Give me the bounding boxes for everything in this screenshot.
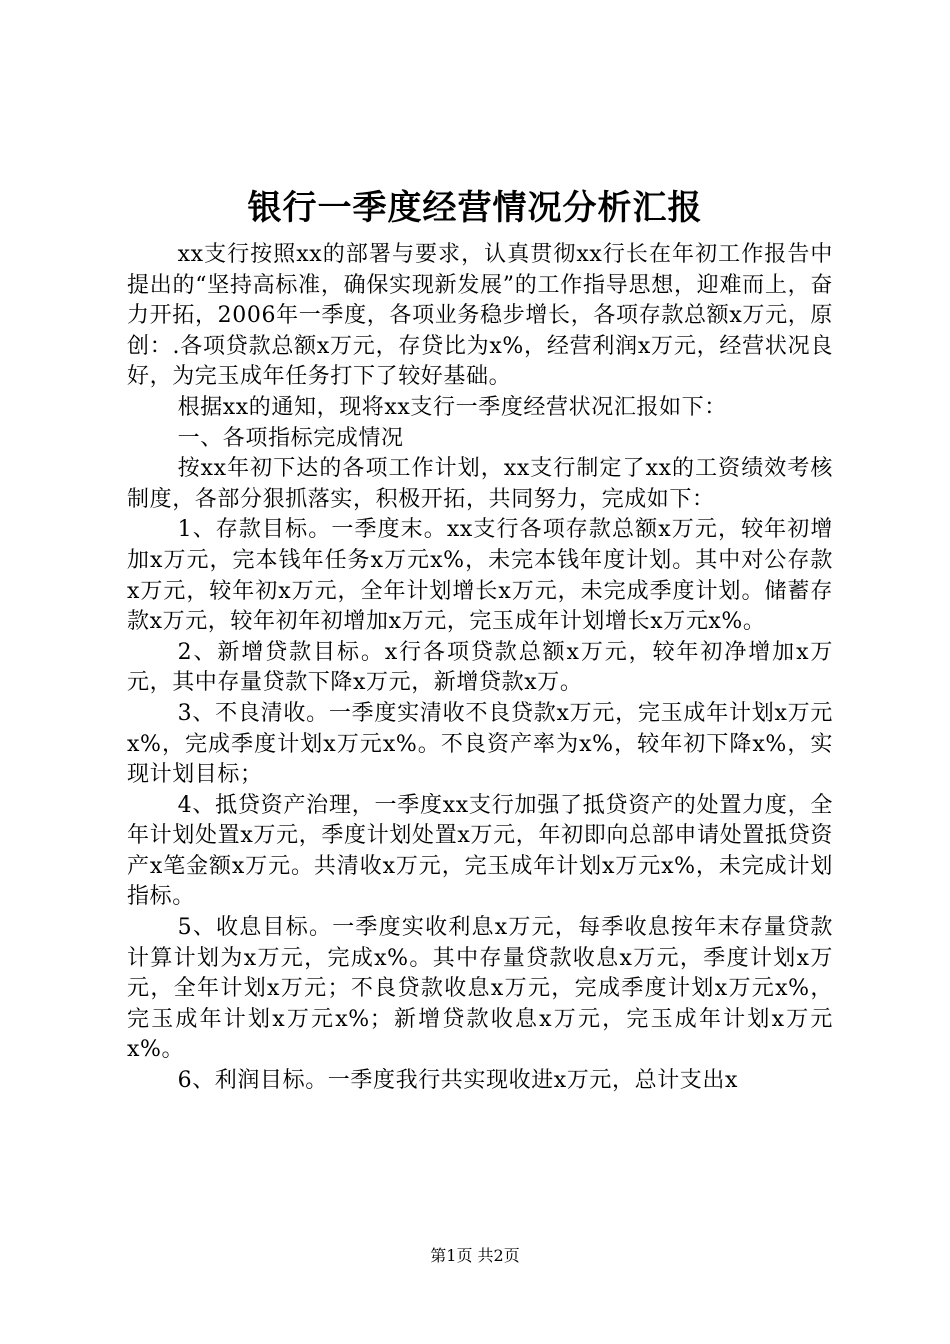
document-body: [127, 240, 833, 1097]
page-footer: 第1页 共2页: [430, 1246, 520, 1265]
paragraph-collateral-assets: 4、抵贷资产治理，一季度xx支行加强了抵贷资产的处置力度，全年计划处置x万元，季度计划处置x万元，年初即向总部申请处置抵贷资产x笔金额x万元。共清收x万元，完玉成年计划x万元x%，未完成计划指标。: [127, 792, 833, 910]
paragraph-notice: 根据xx的通知，现将xx支行一季度经营状况汇报如下：: [177, 394, 727, 420]
paragraph-bad-debt-recovery: 3、不良清收。一季度实清收不良贷款x万元，完玉成年计划x万元x%，完成季度计划x万元x%。不良资产率为x%，较年初下降x%，实现计划目标；: [127, 700, 833, 788]
document-title: 银行一季度经营情况分析汇报: [247, 188, 703, 228]
paragraph-loan-target: 2、新增贷款目标。x行各项贷款总额x万元，较年初净增加x万元，其中存量贷款下降x万元，新增贷款x万。: [127, 639, 833, 696]
paragraph-intro: xx支行按照xx的部署与要求，认真贯彻xx行长在年初工作报告中提出的“坚持高标准，确保实现新发展”的工作指导思想，迎难而上，奋力开拓，2006年一季度，各项业务稳步增长，各项存款总额x万元，原创：.各项贷款总额x万元，存贷比为x%，经营利润x万元，经营状况良好，为完玉成年任务打下了较好基础。: [127, 242, 833, 390]
paragraph-plan: 按xx年初下达的各项工作计划，xx支行制定了xx的工资绩效考核制度，各部分狠抓落实，积极开拓，共同努力，完成如下：: [127, 456, 833, 512]
paragraph-profit-target: 6、利润目标。一季度我行共实现收进x万元，总计支出x: [177, 1068, 739, 1094]
paragraph-deposit-target: 1、存款目标。一季度末。xx支行各项存款总额x万元，较年初增加x万元，完本钱年任务x万元x%，未完本钱年度计划。其中对公存款x万元，较年初x万元，全年计划增长x万元，未完成季度计划。储蓄存款x万元，较年初年初增加x万元，完玉成年计划增长x万元x%。: [127, 517, 833, 635]
paragraph-interest-target: 5、收息目标。一季度实收利息x万元，每季收息按年末存量贷款计算计划为x万元，完成x%。其中存量贷款收息x万元，季度计划x万元，全年计划x万元；不良贷款收息x万元，完成季度计划x万元x%，完玉成年计划x万元x%；新增贷款收息x万元，完玉成年计划x万元x%。: [127, 915, 833, 1063]
section-heading-indicators: 一、各项指标完成情况: [177, 425, 404, 451]
